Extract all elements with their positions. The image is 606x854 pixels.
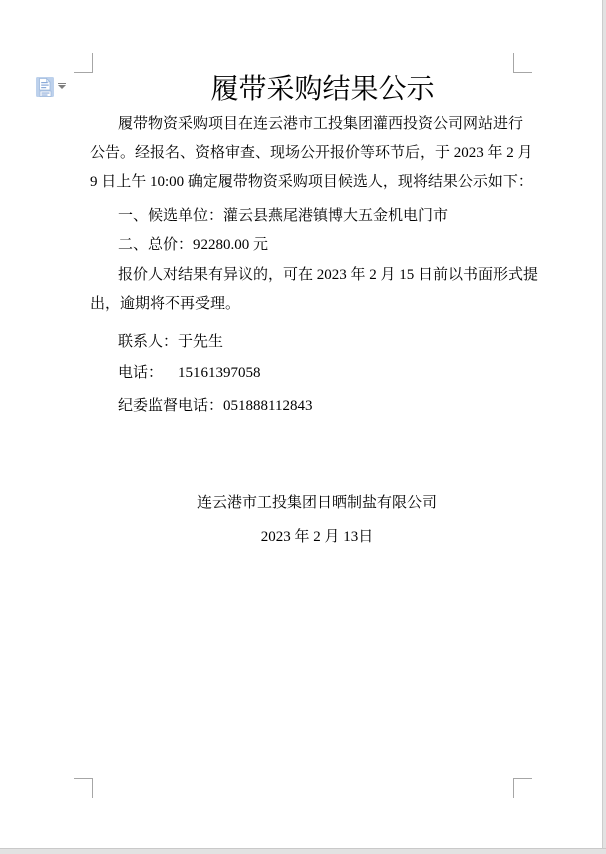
paragraph-intro-line-2: 公告。经报名、资格审查、现场公开报价等环节后，于 2023 年 2 月 <box>90 145 533 161</box>
page-bottom-edge <box>0 848 606 854</box>
page-right-edge <box>602 0 606 854</box>
total-price-line: 二、总价：92280.00 元 <box>118 237 269 253</box>
clipboard-icon <box>36 75 56 104</box>
paragraph-intro-line-1: 履带物资采购项目在连云港市工投集团灌西投资公司网站进行 <box>118 116 524 132</box>
objection-line-2: 出，逾期将不再受理。 <box>90 296 241 312</box>
dropdown-arrow-icon <box>58 83 66 84</box>
margin-crop-mark-bottom-left <box>74 778 93 798</box>
margin-crop-mark-top-right <box>513 53 532 73</box>
contact-person-line: 联系人：于先生 <box>118 334 224 350</box>
phone-line: 电话： 15161397058 <box>118 365 261 381</box>
page-title: 履带采购结果公示 <box>210 74 435 105</box>
document-text-area[interactable] <box>90 71 539 552</box>
paragraph-intro-line-3: 9 日上午 10:00 确定履带物资采购项目候选人，现将结果公示如下： <box>90 174 533 190</box>
date-line: 2023 年 2 月 13日 <box>260 529 374 545</box>
candidate-unit-line: 一、候选单位：灌云县燕尾港镇博大五金机电门市 <box>118 208 449 224</box>
objection-line-1: 报价人对结果有异议的，可在 2023 年 2 月 15 日前以书面形式提 <box>118 267 539 283</box>
supervision-phone-line: 纪委监督电话：051888112843 <box>118 398 313 414</box>
margin-crop-mark-bottom-right <box>513 778 532 798</box>
margin-crop-mark-top-left <box>74 53 93 73</box>
paste-options-button[interactable] <box>34 74 68 100</box>
company-signature-line: 连云港市工投集团日晒制盐有限公司 <box>196 495 437 511</box>
dropdown-arrow-icon <box>58 85 66 89</box>
